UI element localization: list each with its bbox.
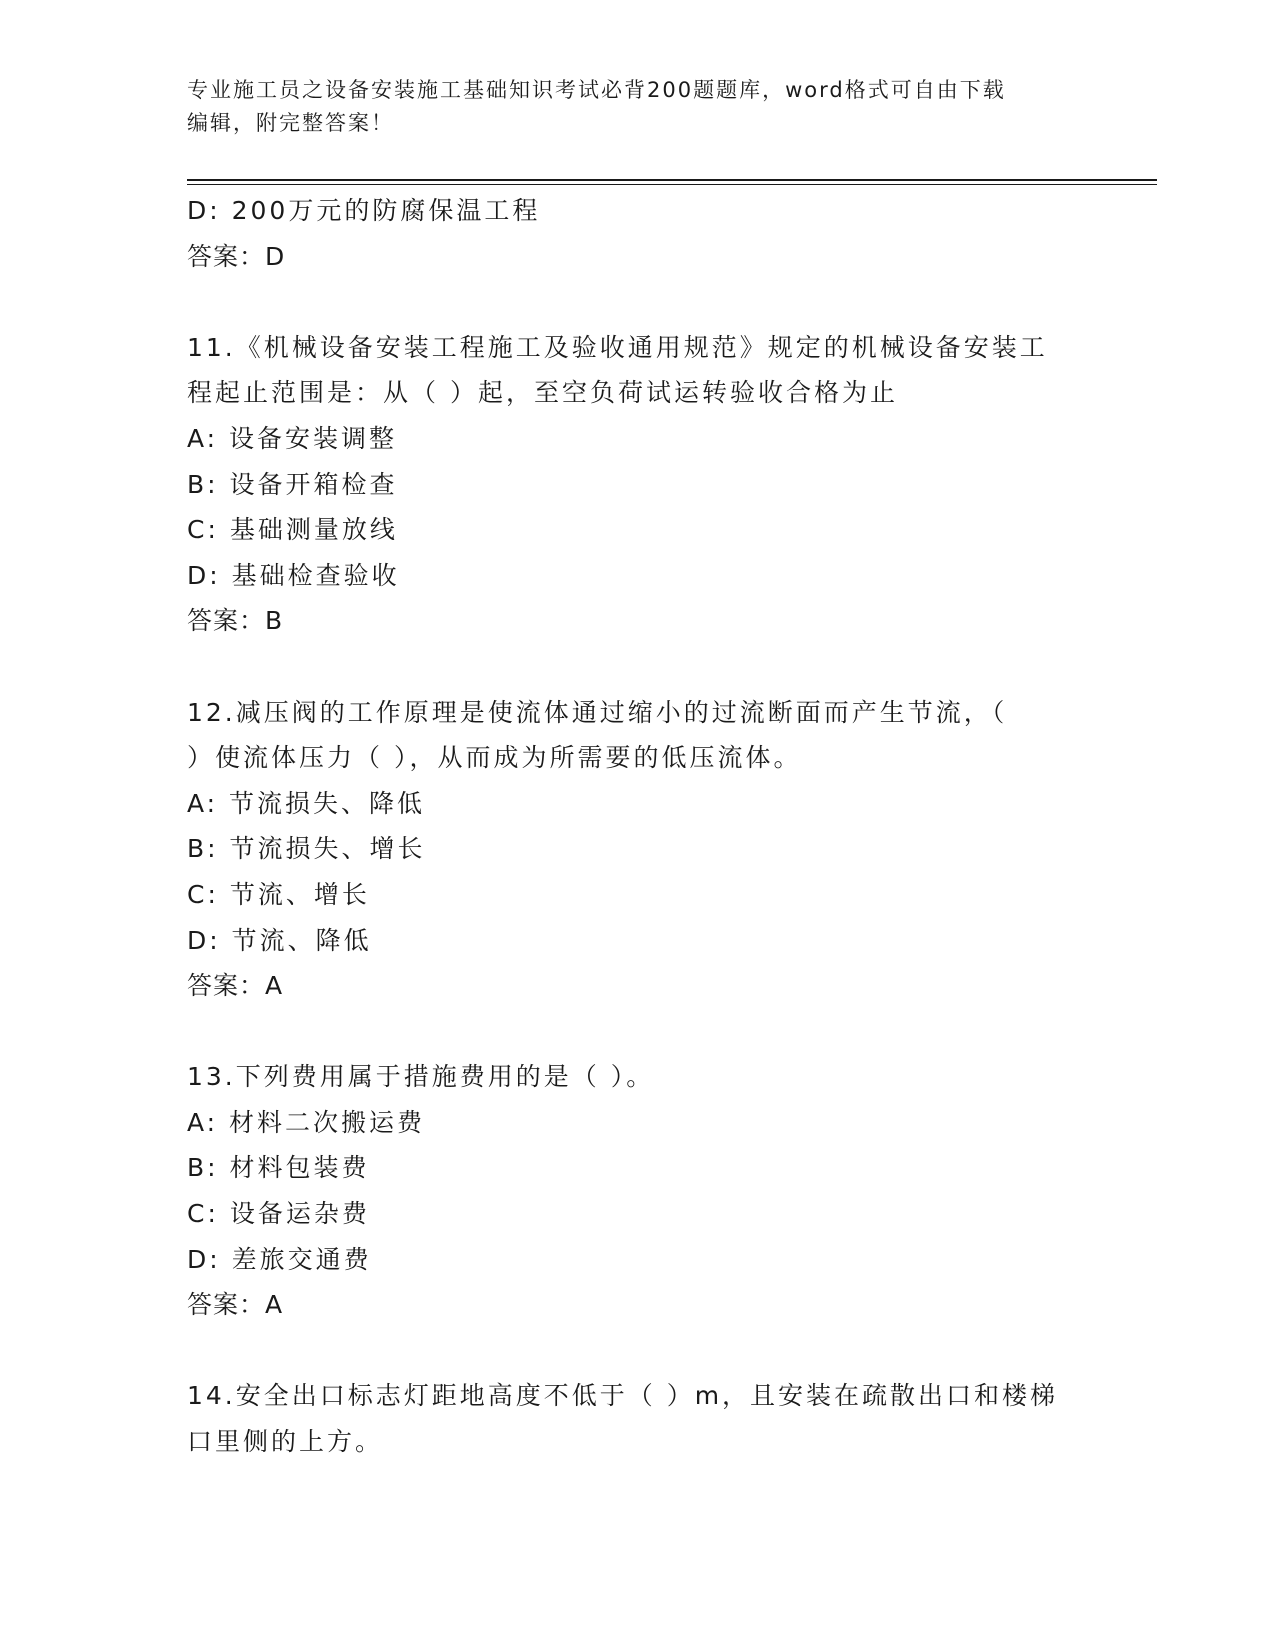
answer-line: 答案：D <box>187 241 286 271</box>
question-stem: 13.下列费用属于措施费用的是（ ）。 <box>187 1062 655 1092</box>
spacer <box>187 644 1087 690</box>
option-a: A: 材料二次搬运费 <box>187 1107 426 1137</box>
spacer <box>187 1009 1087 1055</box>
option-d: D: 基础检查验收 <box>187 560 400 590</box>
question-12 <box>187 690 1087 1009</box>
answer-line: 答案：A <box>187 1290 284 1320</box>
header-title-line2: 编辑，附完整答案！ <box>187 111 394 135</box>
option-c: C: 基础测量放线 <box>187 515 398 545</box>
option-b: B: 节流损失、增长 <box>187 834 426 864</box>
header-title-line1: 专业施工员之设备安装施工基础知识考试必背200题题库，word格式可自由下载 <box>187 78 1006 102</box>
question-11 <box>187 325 1087 644</box>
document-header <box>187 74 1087 140</box>
header-rule-thin <box>187 184 1157 185</box>
question-stem: 12.减压阀的工作原理是使流体通过缩小的过流断面而产生节流，（ <box>187 697 1008 727</box>
option-b: B: 设备开箱检查 <box>187 469 398 499</box>
answer-line: 答案：B <box>187 606 284 636</box>
option-c: C: 节流、增长 <box>187 879 370 909</box>
question-stem: 14.安全出口标志灯距地高度不低于（ ）m，且安装在疏散出口和楼梯 <box>187 1381 1059 1411</box>
option-d: D: 节流、降低 <box>187 925 372 955</box>
option-a: A: 设备安装调整 <box>187 423 398 453</box>
option-d: D: 200万元的防腐保温工程 <box>187 196 541 225</box>
question-stem-cont: 口里侧的上方。 <box>187 1427 384 1457</box>
spacer <box>187 1328 1087 1374</box>
question-content <box>187 188 1087 1465</box>
spacer <box>187 279 1087 325</box>
option-b: B: 材料包装费 <box>187 1153 370 1183</box>
question-stem-cont: ）使流体压力（ ），从而成为所需要的低压流体。 <box>187 743 802 773</box>
question-13 <box>187 1054 1087 1328</box>
question-stem-cont: 程起止范围是：从（ ）起，至空负荷试运转验收合格为止 <box>187 378 898 408</box>
header-rule-thick <box>187 179 1157 181</box>
option-a: A: 节流损失、降低 <box>187 788 426 818</box>
question-14 <box>187 1373 1087 1464</box>
answer-line: 答案：A <box>187 971 284 1001</box>
question-stem: 11.《机械设备安装工程施工及验收通用规范》规定的机械设备安装工 <box>187 332 1048 362</box>
option-d: D: 差旅交通费 <box>187 1244 372 1274</box>
option-c: C: 设备运杂费 <box>187 1199 370 1229</box>
